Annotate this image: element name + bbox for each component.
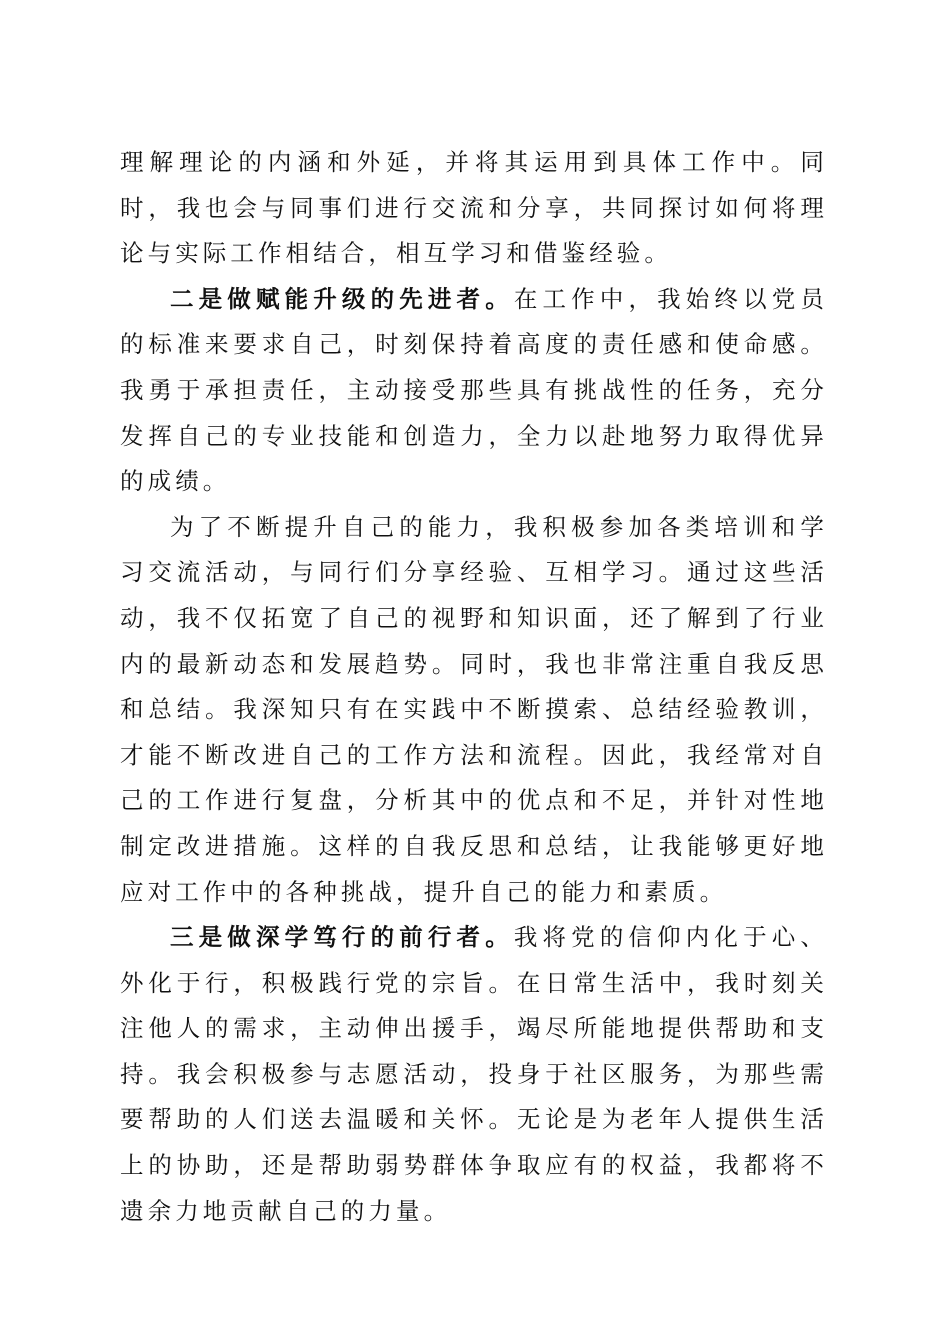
paragraph-text: 我将党的信仰内化于心、外化于行，积极践行党的宗旨。在日常生活中，我时刻关注他人的需求，主动伸出援手，竭尽所能地提供帮助和支持。我会积极参与志愿活动，投身于社区服务，为那些需要帮助的人们送去温暖和关怀。无论是为老年人提供生活上的协助，还是帮助弱势群体争取应有的权益，我都将不遗余力地贡献自己的力量。 [120, 923, 828, 1225]
document-body [120, 140, 828, 1234]
paragraph-text: 为了不断提升自己的能力，我积极参加各类培训和学习交流活动，与同行们分享经验、互相学习。通过这些活动，我不仅拓宽了自己的视野和知识面，还了解到了行业内的最新动态和发展趋势。同时，我也非常注重自我反思和总结。我深知只有在实践中不断摸索、总结经验教训，才能不断改进自己的工作方法和流程。因此，我经常对自己的工作进行复盘，分析其中的优点和不足，并针对性地制定改进措施。这样的自我反思和总结，让我能够更好地应对工作中的各种挑战，提升自己的能力和素质。 [120, 512, 828, 906]
paragraph-lead-heading: 三是做深学笃行的前行者。 [170, 923, 514, 952]
paragraph-theory-application [120, 140, 828, 277]
paragraph-empowerment-upgrade [120, 277, 828, 505]
paragraph-deep-learning-practice [120, 915, 828, 1234]
paragraph-lead-heading: 二是做赋能升级的先进者。 [170, 284, 514, 313]
paragraph-text: 理解理论的内涵和外延，并将其运用到具体工作中。同时，我也会与同事们进行交流和分享，共同探讨如何将理论与实际工作相结合，相互学习和借鉴经验。 [120, 148, 828, 268]
paragraph-capability-improvement [120, 505, 828, 915]
paragraph-text: 在工作中，我始终以党员的标准来要求自己，时刻保持着高度的责任感和使命感。我勇于承担责任，主动接受那些具有挑战性的任务，充分发挥自己的专业技能和创造力，全力以赴地努力取得优异的成绩。 [120, 284, 828, 496]
